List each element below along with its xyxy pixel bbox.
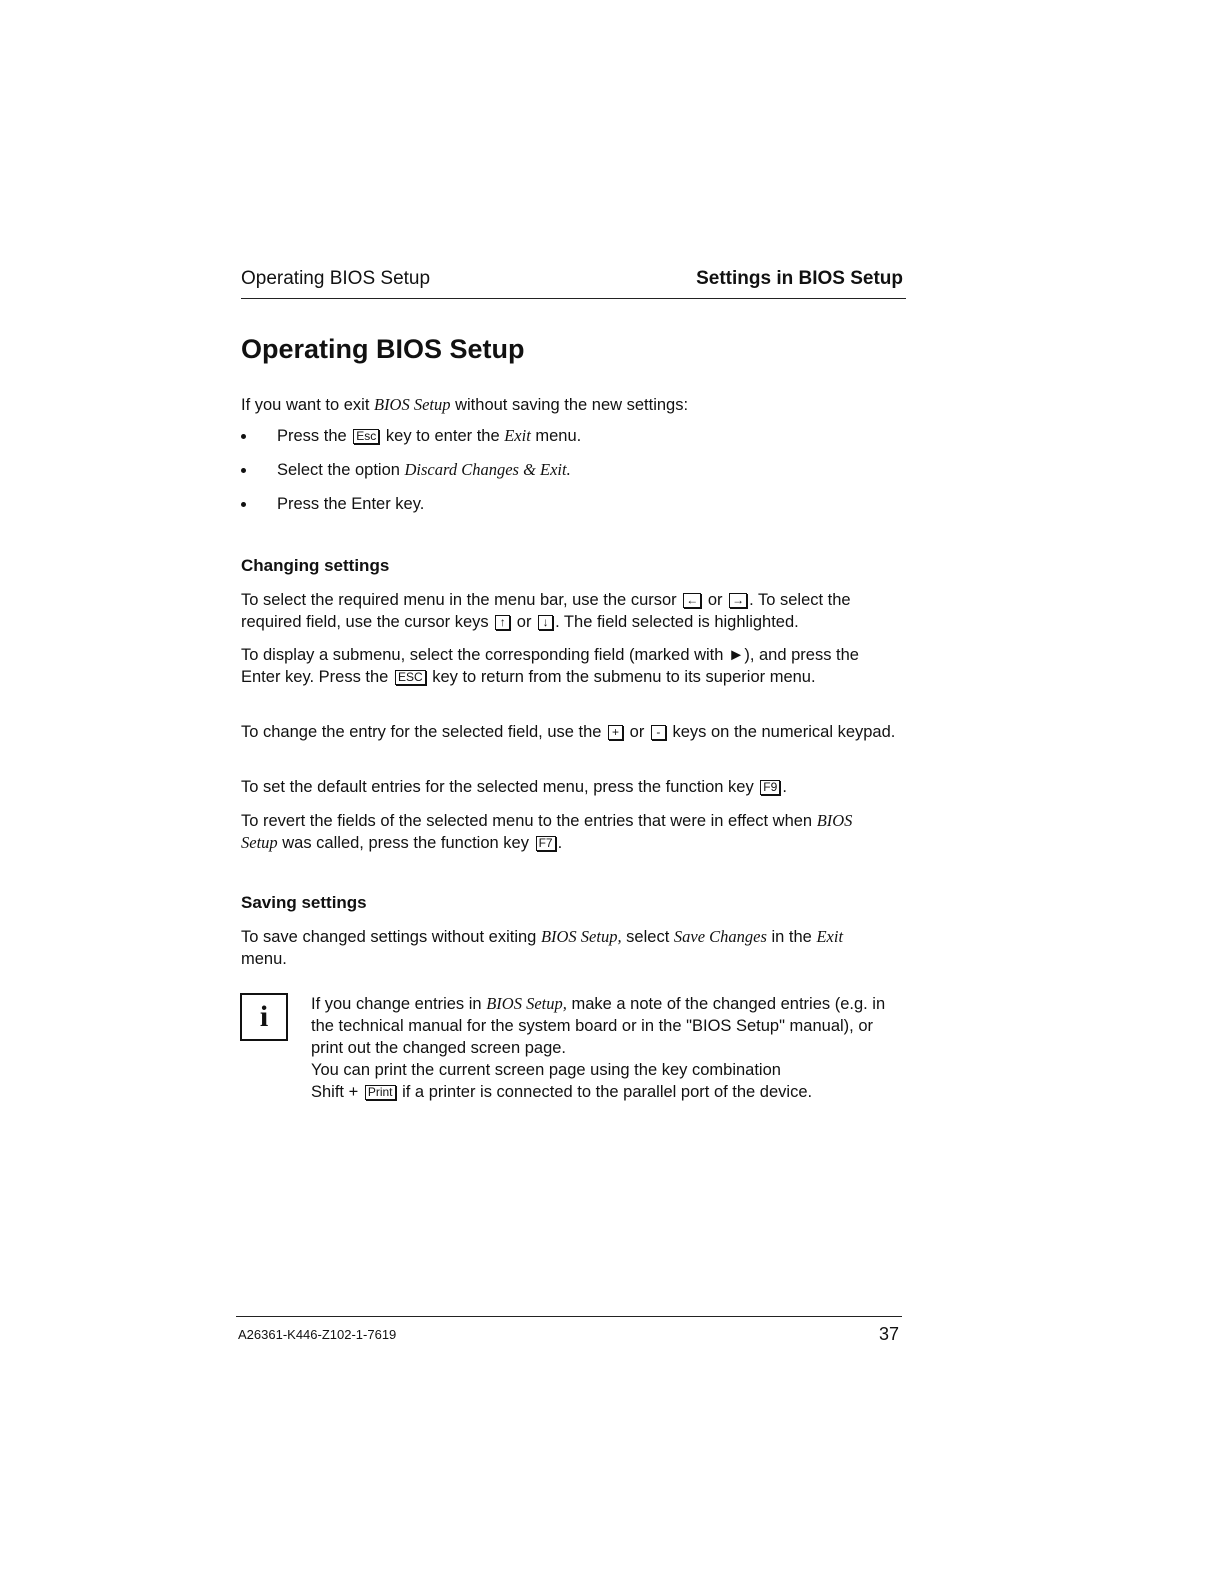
arrow-right-key-icon: → [729, 593, 747, 608]
plus-key-icon: + [608, 725, 623, 740]
changing-paragraph-2 [241, 644, 891, 688]
text: . To select the required field, use the cursor keys [241, 591, 851, 631]
bullet-italic: Exit [504, 426, 531, 445]
italic-text: Exit [816, 927, 844, 946]
info-icon [240, 993, 288, 1041]
changing-settings-heading: Changing settings [241, 556, 390, 575]
esc-key-icon: Esc [353, 429, 379, 444]
italic-text: BIOS Setup, [540, 927, 622, 946]
bullet-text-mid: key to enter the [381, 427, 505, 445]
intro-text-end: without saving the new settings: [450, 396, 689, 414]
arrow-up-key-icon: ↑ [495, 615, 510, 630]
text: was called, press the function key [277, 834, 534, 852]
header-chapter-title: Settings in BIOS Setup [696, 268, 903, 289]
bullet-text: Press the [277, 427, 352, 445]
text: To set the default entries for the selected menu, press the function key [241, 778, 759, 796]
text: To select the required menu in the menu bar, use the cursor [241, 591, 682, 609]
bullet-icon [241, 502, 246, 507]
text: or [512, 613, 537, 631]
changing-paragraph-4 [241, 776, 891, 798]
saving-paragraph [241, 926, 891, 970]
changing-paragraph-1 [241, 589, 891, 633]
bullet-italic: Discard Changes & Exit. [404, 460, 571, 479]
text: if a printer is connected to the parallel port of the device. [397, 1083, 813, 1101]
text: key to return from the submenu to its superior menu. [427, 668, 816, 686]
text: keys on the numerical keypad. [667, 723, 896, 741]
bullet-text-end: menu. [530, 427, 582, 445]
intro-italic: BIOS Setup [373, 395, 451, 414]
list-item [241, 493, 881, 527]
list-item [241, 459, 881, 493]
running-header [241, 268, 906, 298]
header-rule [241, 298, 906, 299]
text: or [625, 723, 649, 741]
arrow-down-key-icon: ↓ [538, 615, 553, 630]
header-section-title: Operating BIOS Setup [241, 268, 431, 289]
exit-steps-list [241, 425, 881, 527]
f7-key-icon: F7 [536, 836, 556, 851]
text: Shift + [311, 1083, 363, 1101]
intro-paragraph [241, 394, 881, 416]
note-line-2: You can print the current screen page using the key combination [311, 1061, 781, 1079]
italic-text: Save Changes [673, 927, 767, 946]
print-key-icon: Print [365, 1085, 396, 1100]
f9-key-icon: F9 [760, 780, 780, 795]
text: make a note of the changed entries (e.g. in the technical manual for the system board or in the "BIOS Setup" manual), or print out the changed screen page. [311, 995, 886, 1057]
esc-key-icon: ESC [395, 670, 426, 685]
page-title: Operating BIOS Setup [241, 334, 525, 364]
italic-text: BIOS Setup [241, 811, 853, 852]
italic-text: BIOS Setup, [486, 994, 567, 1013]
text: . The field selected is highlighted. [555, 613, 799, 631]
bullet-text: Select the option [277, 461, 405, 479]
bullet-icon [241, 434, 246, 439]
text: or [703, 591, 728, 609]
minus-key-icon: - [651, 725, 666, 740]
bullet-text: Press the Enter key. [277, 495, 425, 513]
text: menu. [241, 950, 287, 968]
text: To display a submenu, select the corresponding field (marked with ►), and press the Enter key. Press the [241, 646, 859, 686]
text: . [557, 834, 563, 852]
info-note [311, 993, 896, 1103]
info-icon-letter: i [259, 1000, 269, 1033]
changing-paragraph-5 [241, 810, 891, 854]
footer-rule [236, 1316, 902, 1317]
page-number: 37 [878, 1324, 899, 1344]
text: To save changed settings without exiting [241, 928, 541, 946]
changing-paragraph-3 [241, 721, 896, 743]
text: in the [766, 928, 817, 946]
list-item [241, 425, 881, 459]
saving-settings-heading: Saving settings [241, 893, 367, 912]
text: . [782, 778, 787, 796]
text: select [621, 928, 674, 946]
text: To revert the fields of the selected menu to the entries that were in effect when [241, 812, 817, 830]
arrow-left-key-icon: ← [683, 593, 701, 608]
note-paragraph [311, 993, 896, 1059]
note-line-3 [311, 1081, 896, 1103]
text: If you change entries in [311, 995, 487, 1013]
intro-text: If you want to exit [241, 396, 374, 414]
bullet-icon [241, 468, 246, 473]
text: To change the entry for the selected field, use the [241, 723, 607, 741]
document-id: A26361-K446-Z102-1-7619 [238, 1327, 397, 1342]
